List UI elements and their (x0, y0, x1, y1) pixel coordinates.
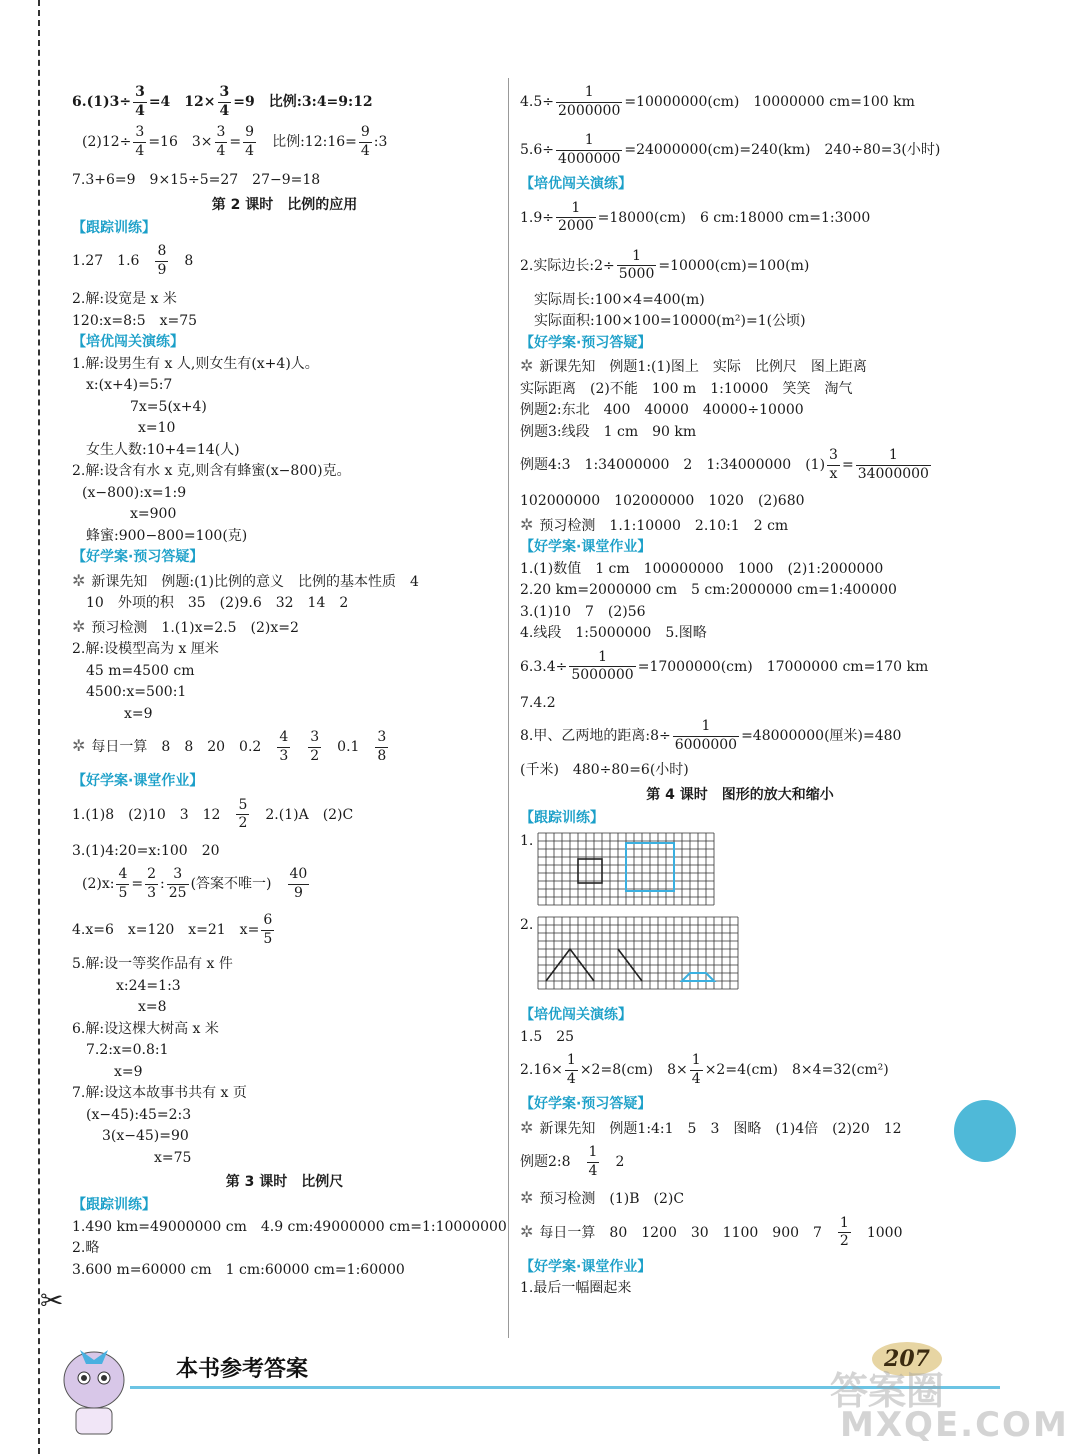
advance-answer-1: 1.9÷ $\frac{1}{2000}$ =18000(cm) 6 cm:18000 cm=1:3000 (520, 199, 871, 234)
section-tag-class: 【好学案·课堂作业】 (520, 539, 652, 555)
class-answer-7-line: 7.解:设这本故事书共有 x 页 (72, 1085, 247, 1101)
answer-6-1: 6.(1)3÷ $\frac{3}{4}$ =4 12× $\frac{3}{4}$ =9 比例:3:4=9:12 (72, 84, 373, 119)
preview-example-2: 例题2:8 $\frac{1}{4}$ 2 (520, 1144, 625, 1179)
class-answer-6-line: 6.解:设这棵大树高 x 米 (72, 1020, 219, 1037)
section-tag-preview: 【好学案·预习答疑】 (520, 334, 652, 351)
flower-icon: ✲ (72, 736, 86, 755)
preview-answer-2-line: 4500:x=500:1 (86, 684, 187, 700)
class-answer-8b: (千米) 480÷80=6(小时) (520, 762, 689, 778)
preview-example-4: 例题4:3 1:34000000 2 1:34000000 (1) $\frac{3}{x}$ = $\frac{1}{34000000}$ (520, 447, 929, 482)
grid-answer-2: 2. (520, 917, 960, 1003)
lesson-2-title: 第 2 课时 比例的应用 (211, 196, 358, 213)
class-answer-7: 7.4.2 (520, 694, 556, 711)
section-tag-class: 【好学案·课堂作业】 (72, 773, 204, 789)
scale-answer-3: 3.600 m=60000 cm 1 cm:60000 cm=1:60000 (72, 1261, 405, 1278)
preview-check: ✲ 预习检测 1.1:10000 2.10:1 2 cm (520, 514, 789, 534)
advance-answer-2-line: 蜂蜜:900−800=100(克) (86, 527, 248, 544)
class-answer-5-line: 5.解:设一等奖作品有 x 件 (72, 956, 233, 972)
class-answer-3: 3.(1)10 7 (2)56 (520, 603, 646, 620)
advance-answer-2: 2.实际边长:2÷ $\frac{1}{5000}$ =10000(cm)=100(m) (520, 247, 810, 282)
advance-answer-2b: 实际周长:100×4=400(m) (534, 291, 705, 308)
track-answer-1: 1.27 1.6 $\frac{8}{9}$ 8 (72, 243, 194, 278)
class-answer-7-line: (x−45):45=2:3 (86, 1106, 192, 1123)
advance-answer-1-line: x=10 (138, 420, 176, 436)
daily-calc: ✲ 每日一算 8 8 20 0.2 $\frac{4}{3}$ $\frac{3}{2}$ 0.1 $\frac{3}{8}$ (72, 729, 387, 764)
section-tag-advance: 【培优闯关演练】 (520, 176, 632, 192)
right-column (520, 84, 960, 1298)
track-answer-2-line: 120:x=8:5 x=75 (72, 312, 198, 329)
scale-answer-2: 2.略 (72, 1240, 100, 1256)
class-answer-5-line: x:24=1:3 (116, 977, 181, 994)
page-number: 207 (872, 1342, 942, 1376)
preview-check: ✲ 预习检测 1.(1)x=2.5 (2)x=2 (72, 616, 299, 636)
answer-7: 7.3+6=9 9×15÷5=27 27−9=18 (72, 172, 321, 188)
section-tag-track: 【跟踪训练】 (520, 809, 604, 826)
class-answer-1: 1.最后一幅圈起来 (520, 1280, 632, 1296)
preview-check: ✲ 预习检测 (1)B (2)C (520, 1188, 685, 1207)
mascot-icon (50, 1330, 140, 1440)
grid-figure-1 (538, 833, 718, 911)
grid-figure-2 (538, 917, 744, 993)
column-divider (508, 78, 509, 1338)
class-answer-4: 4.x=6 x=120 x=21 x= $\frac{6}{5}$ (72, 912, 273, 947)
flower-icon: ✲ (72, 570, 86, 590)
advance-answer-1-line: 女生人数:10+4=14(人) (86, 441, 240, 458)
preview-new-lesson: ✲ 新课先知 例题1:4:1 5 3 图略 (1)4倍 (2)20 12 (520, 1117, 902, 1137)
advance-answer-2-line: x=900 (130, 506, 177, 522)
flower-icon: ✲ (520, 514, 534, 534)
class-answer-6: 6.3.4÷ $\frac{1}{5000000}$ =17000000(cm) 17000000 cm=170 km (520, 648, 929, 683)
class-answer-6-line: 7.2:x=0.8:1 (86, 1042, 169, 1058)
answer-6-2: (2)12÷ $\frac{3}{4}$ =16 3× $\frac{3}{4}$ = $\frac{9}{4}$ 比例:12:16= $\frac{9}{4}$ :3 (82, 124, 388, 159)
section-tag-track: 【跟踪训练】 (72, 1197, 156, 1213)
preview-answer-2-line: 45 m=4500 cm (86, 662, 195, 679)
preview-example-3: 例题3:线段 1 cm 90 km (520, 423, 697, 440)
watermark-url: MXQE.COM (840, 1405, 1069, 1445)
advance-answer-1-line: 7x=5(x+4) (130, 398, 207, 415)
section-tag-preview: 【好学案·预习答疑】 (520, 1096, 652, 1112)
preview-example-2: 例题2:东北 400 40000 40000÷10000 (520, 402, 804, 418)
scale-answer-4: 4.5÷ $\frac{1}{2000000}$ =10000000(cm) 10000000 cm=100 km (520, 84, 915, 119)
advance-answer-1-line: x:(x+4)=5:7 (86, 377, 173, 393)
advance-answer-1-line: 1.解:设男生有 x 人,则女生有(x+4)人。 (72, 355, 319, 372)
cut-line (38, 0, 40, 1454)
flower-icon: ✲ (520, 356, 534, 375)
scale-answer-5: 5.6÷ $\frac{1}{4000000}$ =24000000(cm)=240(km) 240÷80=3(小时) (520, 132, 941, 167)
lesson-4-title: 第 4 课时 图形的放大和缩小 (646, 786, 834, 803)
flower-icon: ✲ (520, 1117, 534, 1137)
flower-icon: ✲ (72, 616, 86, 636)
class-answer-6-line: x=9 (114, 1063, 143, 1080)
class-answer-1: 1.(1)8 (2)10 3 12 $\frac{5}{2}$ 2.(1)A (2)C (72, 796, 354, 831)
preview-answer-2-line: 2.解:设模型高为 x 厘米 (72, 641, 219, 657)
class-answer-3b: (2)x: $\frac{4}{5}$ = $\frac{2}{3}$ : $\frac{3}{25}$ (答案不唯一) $\frac{40}{9}$ (82, 866, 308, 901)
flower-icon: ✲ (520, 1188, 534, 1207)
flower-icon: ✲ (520, 1221, 534, 1241)
preview-new-lesson: ✲ 新课先知 例题1:(1)图上 实际 比例尺 图上距离 (520, 356, 867, 375)
left-column (72, 84, 507, 1279)
class-answer-4: 4.线段 1:5000000 5.图略 (520, 625, 707, 641)
advance-answer-2-line: 2.解:设含有水 x 克,则含有蜂蜜(x−800)克。 (72, 463, 351, 479)
watermark-logo: 答案圈 (830, 1369, 945, 1413)
scale-answer-1: 1.490 km=49000000 cm 4.9 cm:49000000 cm=1:10000000 (72, 1218, 507, 1235)
section-tag-preview: 【好学案·预习答疑】 (72, 549, 204, 565)
grid-answer-1: 1. (520, 833, 960, 913)
section-tag-class: 【好学案·课堂作业】 (520, 1258, 652, 1275)
advance-answer-2: 2.16× $\frac{1}{4}$ ×2=8(cm) 8× $\frac{1}{4}$ ×2=4(cm) 8×4=32(cm²) (520, 1052, 889, 1087)
class-answer-7-line: 3(x−45)=90 (102, 1128, 189, 1144)
class-answer-1: 1.(1)数值 1 cm 100000000 1000 (2)1:2000000 (520, 560, 884, 577)
footer-title: 本书参考答案 (176, 1357, 309, 1382)
preview-example-4b: 102000000 102000000 1020 (2)680 (520, 493, 805, 509)
class-answer-3a: 3.(1)4:20=x:100 20 (72, 842, 220, 859)
class-answer-8: 8.甲、乙两地的距离:8÷ $\frac{1}{6000000}$ =48000000(厘米)=480 (520, 718, 902, 753)
class-answer-7-line: x=75 (154, 1149, 192, 1166)
preview-answer-2-line: x=9 (124, 705, 153, 722)
preview-new-lesson-2: 实际距离 (2)不能 100 m 1:10000 笑笑 淘气 (520, 380, 853, 397)
daily-calc: ✲ 每日一算 80 1200 30 1100 900 7 $\frac{1}{2}$ 1000 (520, 1214, 903, 1249)
track-answer-2-line: 2.解:设宽是 x 米 (72, 291, 177, 307)
side-tab-icon (954, 1100, 1016, 1162)
section-tag-advance: 【培优闯关演练】 (520, 1007, 632, 1023)
section-tag-advance: 【培优闯关演练】 (72, 334, 184, 350)
advance-answer-2c: 实际面积:100×100=10000(m²)=1(公顷) (534, 313, 806, 329)
advance-answer-1: 1.5 25 (520, 1028, 575, 1045)
preview-new-lesson: ✲ 新课先知 例题:(1)比例的意义 比例的基本性质 4 (72, 570, 419, 590)
lesson-3-title: 第 3 课时 比例尺 (225, 1174, 344, 1190)
advance-answer-2-line: (x−800):x=1:9 (82, 484, 187, 501)
class-answer-2: 2.20 km=2000000 cm 5 cm:2000000 cm=1:400000 (520, 582, 897, 598)
section-tag-track: 【跟踪训练】 (72, 219, 156, 236)
preview-new-lesson-2: 10 外项的积 35 (2)9.6 32 14 2 (86, 595, 349, 611)
scissors-icon: ✂ (40, 1284, 64, 1317)
class-answer-5-line: x=8 (138, 999, 167, 1015)
